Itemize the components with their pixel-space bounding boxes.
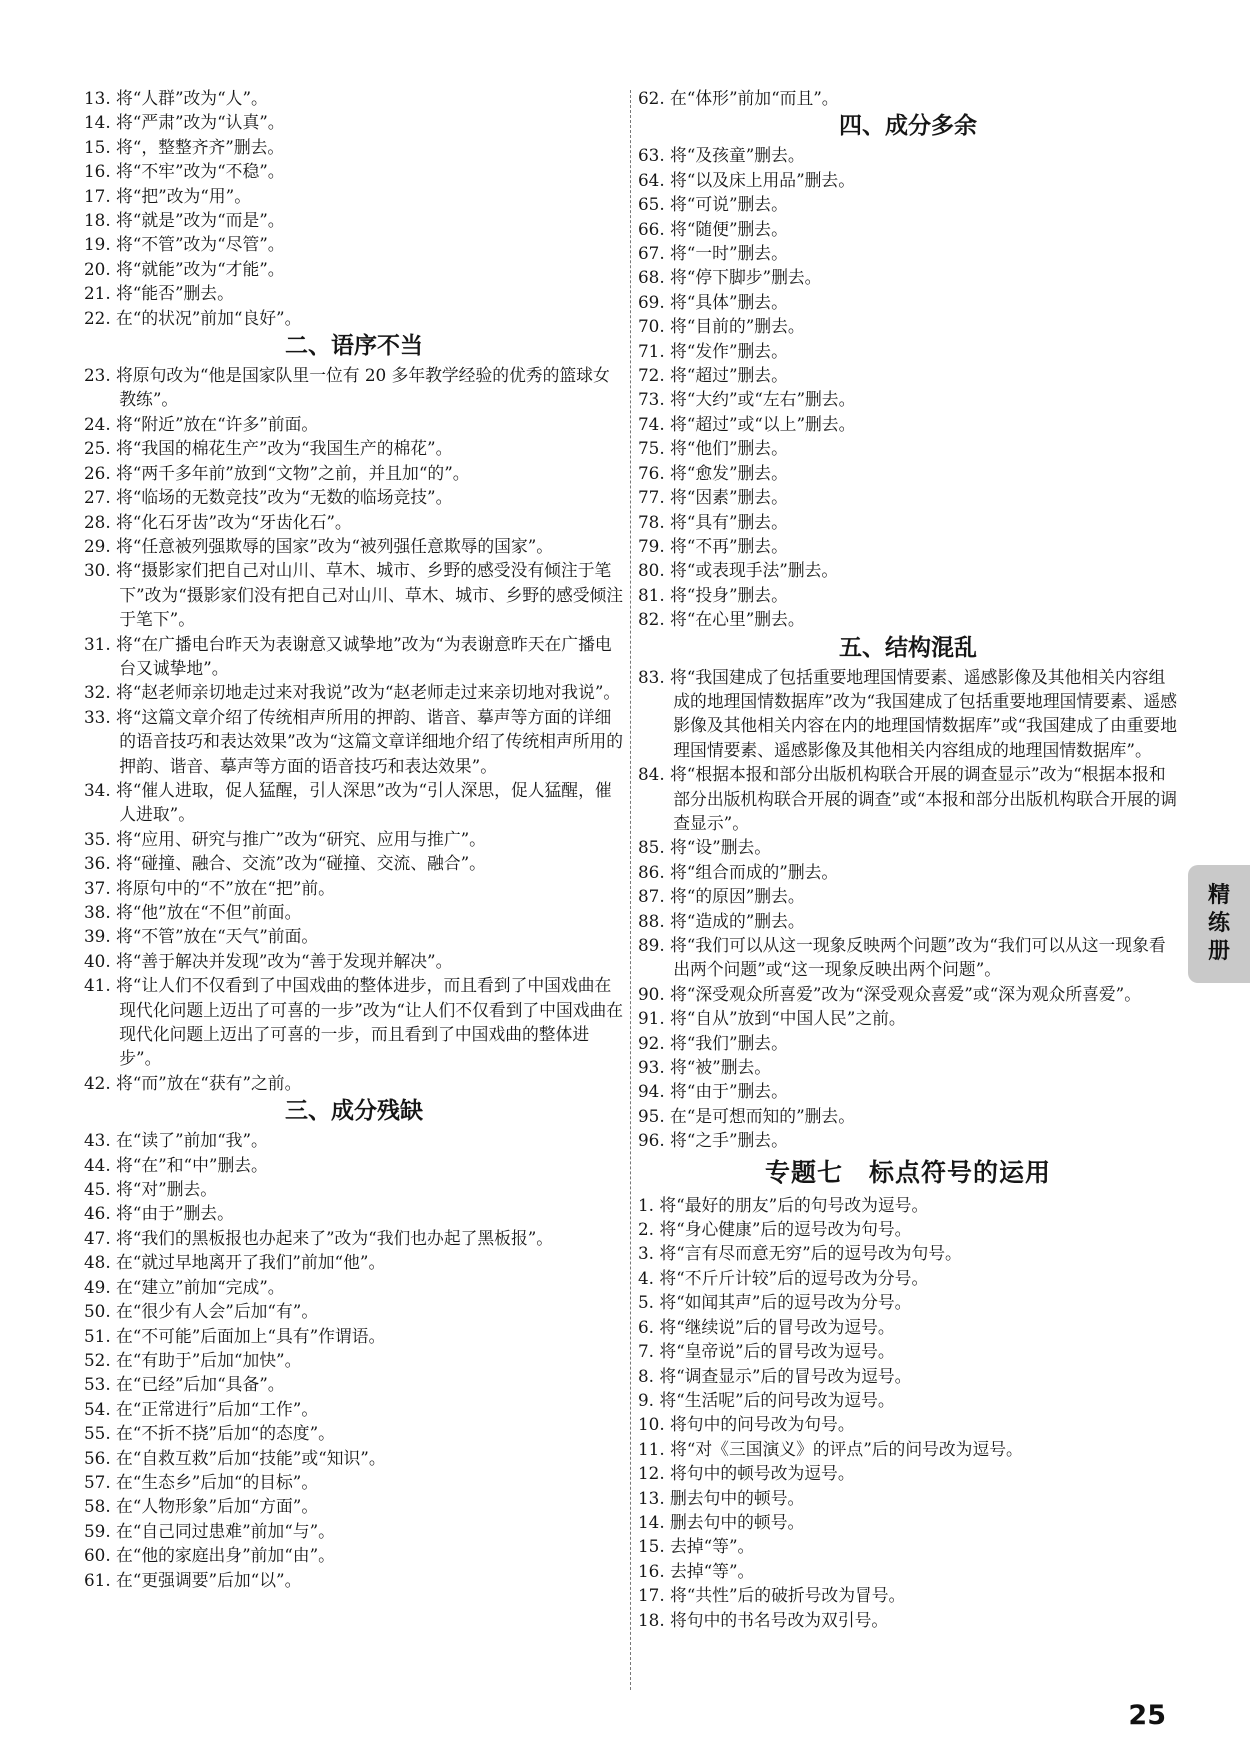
answer-item: 76. 将“愈发”删去。 bbox=[638, 462, 788, 483]
answer-item: 82. 将“在心里”删去。 bbox=[638, 609, 805, 630]
answer-item: 25. 将“我国的棉花生产”改为“我国生产的棉花”。 bbox=[84, 438, 453, 459]
section-heading: 四、成分多余 bbox=[839, 113, 977, 140]
column-divider bbox=[630, 90, 631, 1690]
answer-item: 36. 将“碰撞、融合、交流”改为“碰撞、交流、融合”。 bbox=[84, 853, 486, 874]
answer-item: 50. 在“很少有人会”后加“有”。 bbox=[84, 1301, 319, 1322]
side-tab-char: 练 bbox=[1207, 911, 1230, 936]
answer-item: 15. 将“，整整齐齐”删去。 bbox=[84, 136, 285, 157]
answer-item: 47. 将“我们的黑板报也办起来了”改为“我们也办起了黑板报”。 bbox=[84, 1227, 554, 1248]
answer-item: 89. 将“我们可以从这一现象反映两个问题”改为“我们可以从这一现象看出两个问题”或“这一现象反映出两个问题”。 bbox=[638, 935, 1166, 980]
answer-item: 95. 在“是可想而知的”删去。 bbox=[638, 1105, 855, 1126]
answer-item: 62. 在“体形”前加“而且”。 bbox=[638, 88, 839, 108]
answer-item: 56. 在“自救互救”后加“技能”或“知识”。 bbox=[84, 1447, 386, 1468]
answer-item: 15. 去掉“等”。 bbox=[638, 1536, 755, 1557]
answer-item: 83. 将“我国建成了包括重要地理国情要素、遥感影像及其他相关内容组成的地理国情数据库”改为“我国建成了包括重要地理国情要素、遥感影像及其他相关内容在内的地理国情数据库”或“我国建成了由重要地理国情要素、遥感影像及其他相关内容组成的地理国情数据库”。 bbox=[638, 666, 1178, 760]
answer-item: 53. 在“已经”后加“具备”。 bbox=[84, 1374, 285, 1395]
side-tab bbox=[1188, 865, 1250, 983]
answer-item: 57. 在“生态乡”后加“的目标”。 bbox=[84, 1471, 319, 1492]
answer-item: 54. 在“正常进行”后加“工作”。 bbox=[84, 1398, 319, 1419]
answer-item: 80. 将“或表现手法”删去。 bbox=[638, 560, 839, 581]
answer-item: 93. 将“被”删去。 bbox=[638, 1057, 772, 1078]
answer-item: 77. 将“因素”删去。 bbox=[638, 487, 788, 508]
answer-item: 35. 将“应用、研究与推广”改为“研究、应用与推广”。 bbox=[84, 828, 486, 849]
answer-item: 32. 将“赵老师亲切地走过来对我说”改为“赵老师走过来亲切地对我说”。 bbox=[84, 682, 621, 703]
answer-item: 44. 将“在”和“中”删去。 bbox=[84, 1154, 268, 1175]
answer-item: 22. 在“的状况”前加“良好”。 bbox=[84, 307, 302, 328]
answer-item: 69. 将“具体”删去。 bbox=[638, 291, 788, 312]
answer-item: 21. 将“能否”删去。 bbox=[84, 283, 234, 304]
answer-item: 7. 将“皇帝说”后的冒号改为逗号。 bbox=[638, 1341, 895, 1362]
section-heading: 三、成分残缺 bbox=[285, 1098, 423, 1125]
answer-item: 79. 将“不再”删去。 bbox=[638, 535, 788, 556]
answer-item: 81. 将“投身”删去。 bbox=[638, 584, 788, 605]
answer-item: 72. 将“超过”删去。 bbox=[638, 365, 788, 386]
answer-item: 23. 将原句改为“他是国家队里一位有 20 多年教学经验的优秀的篮球女教练”。 bbox=[84, 365, 610, 410]
answer-item: 16. 去掉“等”。 bbox=[638, 1560, 755, 1581]
answer-item: 94. 将“由于”删去。 bbox=[638, 1081, 788, 1102]
answer-item: 26. 将“两千多年前”放到“文物”之前，并且加“的”。 bbox=[84, 462, 470, 483]
answer-item: 5. 将“如闻其声”后的逗号改为分号。 bbox=[638, 1292, 912, 1313]
side-tab-char: 册 bbox=[1207, 939, 1230, 964]
answer-item: 4. 将“不斤斤计较”后的逗号改为分号。 bbox=[638, 1267, 929, 1288]
answer-item: 48. 在“就过早地离开了我们”前加“他”。 bbox=[84, 1252, 386, 1273]
answer-item: 38. 将“他”放在“不但”前面。 bbox=[84, 902, 302, 922]
answer-item: 13. 删去句中的顿号。 bbox=[638, 1487, 805, 1508]
answer-item: 39. 将“不管”放在“天气”前面。 bbox=[84, 926, 319, 947]
answer-item: 87. 将“的原因”删去。 bbox=[638, 886, 805, 907]
answer-item: 11. 将“对《三国演义》的评点”后的问号改为逗号。 bbox=[638, 1438, 1023, 1459]
answer-item: 60. 在“他的家庭出身”前加“由”。 bbox=[84, 1545, 335, 1566]
answer-item: 92. 将“我们”删去。 bbox=[638, 1032, 788, 1053]
answer-item: 6. 将“继续说”后的冒号改为逗号。 bbox=[638, 1316, 895, 1337]
answer-item: 19. 将“不管”改为“尽管”。 bbox=[84, 234, 285, 255]
answer-item: 66. 将“随便”删去。 bbox=[638, 218, 788, 239]
answer-item: 30. 将“摄影家们把自己对山川、草木、城市、乡野的感受没有倾注于笔下”改为“摄影家们没有把自己对山川、草木、城市、乡野的感受倾注于笔下”。 bbox=[84, 560, 624, 630]
answer-item: 2. 将“身心健康”后的逗号改为句号。 bbox=[638, 1219, 912, 1240]
answer-item: 61. 在“更强调要”后加“以”。 bbox=[84, 1569, 302, 1590]
answer-item: 91. 将“自从”放到“中国人民”之前。 bbox=[638, 1008, 906, 1029]
answer-item: 3. 将“言有尽而意无穷”后的逗号改为句号。 bbox=[638, 1243, 962, 1264]
answer-item: 17. 将“共性”后的破折号改为冒号。 bbox=[638, 1585, 906, 1606]
answer-item: 51. 在“不可能”后面加上“具有”作谓语。 bbox=[84, 1325, 386, 1346]
answer-item: 14. 将“严肃”改为“认真”。 bbox=[84, 112, 285, 133]
answer-item: 12. 将句中的顿号改为逗号。 bbox=[638, 1463, 855, 1484]
section-heading: 专题七 标点符号的运用 bbox=[764, 1157, 1051, 1187]
answer-item: 24. 将“附近”放在“许多”前面。 bbox=[84, 413, 319, 434]
answer-item: 18. 将句中的书名号改为双引号。 bbox=[638, 1609, 889, 1630]
answer-item: 41. 将“让人们不仅看到了中国戏曲的整体进步，而且看到了中国戏曲在现代化问题上迈出了可喜的一步”改为“让人们不仅看到了中国戏曲在现代化问题上迈出了可喜的一步，而且看到了中国戏曲的整体进步”。 bbox=[84, 975, 624, 1069]
answer-item: 78. 将“具有”删去。 bbox=[638, 511, 788, 532]
answer-item: 42. 将“而”放在“获有”之前。 bbox=[84, 1072, 302, 1093]
answer-item: 73. 将“大约”或“左右”删去。 bbox=[638, 389, 856, 410]
answer-item: 14. 删去句中的顿号。 bbox=[638, 1511, 805, 1532]
answer-item: 20. 将“就能”改为“才能”。 bbox=[84, 258, 285, 279]
answer-item: 43. 在“读了”前加“我”。 bbox=[84, 1130, 268, 1151]
answer-item: 34. 将“催人进取，促人猛醒，引人深思”改为“引人深思，促人猛醒，催人进取”。 bbox=[84, 779, 612, 825]
answer-item: 64. 将“以及床上用品”删去。 bbox=[638, 169, 855, 190]
answer-item: 17. 将“把”改为“用”。 bbox=[84, 185, 252, 206]
section-heading: 五、结构混乱 bbox=[839, 634, 977, 661]
answer-item: 96. 将“之手”删去。 bbox=[638, 1130, 788, 1151]
answer-item: 1. 将“最好的朋友”后的句号改为逗号。 bbox=[638, 1194, 929, 1215]
answer-item: 9. 将“生活呢”后的问号改为逗号。 bbox=[638, 1389, 895, 1410]
answer-item: 18. 将“就是”改为“而是”。 bbox=[84, 210, 285, 231]
answer-item: 40. 将“善于解决并发现”改为“善于发现并解决”。 bbox=[84, 950, 453, 971]
answer-item: 86. 将“组合而成的”删去。 bbox=[638, 861, 839, 882]
answer-item: 65. 将“可说”删去。 bbox=[638, 194, 788, 215]
answer-item: 88. 将“造成的”删去。 bbox=[638, 910, 805, 931]
answer-item: 45. 将“对”删去。 bbox=[84, 1179, 218, 1200]
answer-item: 58. 在“人物形象”后加“方面”。 bbox=[84, 1496, 319, 1517]
answer-item: 29. 将“任意被列强欺辱的国家”改为“被列强任意欺辱的国家”。 bbox=[84, 535, 554, 556]
answer-item: 16. 将“不牢”改为“不稳”。 bbox=[84, 161, 285, 182]
answer-item: 85. 将“设”删去。 bbox=[638, 837, 772, 858]
answer-item: 28. 将“化石牙齿”改为“牙齿化石”。 bbox=[84, 511, 352, 532]
answer-item: 68. 将“停下脚步”删去。 bbox=[638, 267, 822, 288]
page-number: 25 bbox=[1128, 1700, 1166, 1731]
answer-item: 63. 将“及孩童”删去。 bbox=[638, 145, 805, 166]
answer-item: 55. 在“不折不挠”后加“的态度”。 bbox=[84, 1423, 335, 1444]
answer-item: 10. 将句中的问号改为句号。 bbox=[638, 1414, 855, 1435]
answer-item: 8. 将“调查显示”后的冒号改为逗号。 bbox=[638, 1365, 912, 1386]
answer-item: 13. 将“人群”改为“人”。 bbox=[84, 88, 268, 108]
answer-item: 67. 将“一时”删去。 bbox=[638, 243, 788, 264]
side-tab-char: 精 bbox=[1207, 883, 1230, 908]
answer-item: 37. 将原句中的“不”放在“把”前。 bbox=[84, 877, 335, 898]
answer-item: 71. 将“发作”删去。 bbox=[638, 340, 788, 361]
answer-item: 52. 在“有助于”后加“加快”。 bbox=[84, 1349, 302, 1370]
answer-item: 74. 将“超过”或“以上”删去。 bbox=[638, 413, 856, 434]
answer-item: 31. 将“在广播电台昨天为表谢意又诚挚地”改为“为表谢意昨天在广播电台又诚挚地”。 bbox=[84, 633, 612, 678]
answer-item: 59. 在“自己同过患难”前加“与”。 bbox=[84, 1520, 335, 1541]
answer-item: 90. 将“深受观众所喜爱”改为“深受观众喜爱”或“深为观众所喜爱”。 bbox=[638, 983, 1142, 1004]
left-column bbox=[84, 86, 624, 1592]
answer-item: 49. 在“建立”前加“完成”。 bbox=[84, 1276, 285, 1297]
answer-item: 84. 将“根据本报和部分出版机构联合开展的调查显示”改为“根据本报和部分出版机构联合开展的调查”或“本报和部分出版机构联合开展的调查显示”。 bbox=[638, 764, 1178, 833]
answer-item: 70. 将“目前的”删去。 bbox=[638, 316, 805, 337]
answer-item: 27. 将“临场的无数竞技”改为“无数的临场竞技”。 bbox=[84, 487, 453, 508]
answer-item: 33. 将“这篇文章介绍了传统相声所用的押韵、谐音、摹声等方面的详细的语音技巧和表达效果”改为“这篇文章详细地介绍了传统相声所用的押韵、谐音、摹声等方面的语音技巧和表达效果”。 bbox=[84, 706, 624, 776]
right-column bbox=[638, 86, 1178, 1632]
answer-item: 46. 将“由于”删去。 bbox=[84, 1203, 234, 1224]
section-heading: 二、语序不当 bbox=[285, 333, 423, 360]
answer-item: 75. 将“他们”删去。 bbox=[638, 438, 788, 459]
